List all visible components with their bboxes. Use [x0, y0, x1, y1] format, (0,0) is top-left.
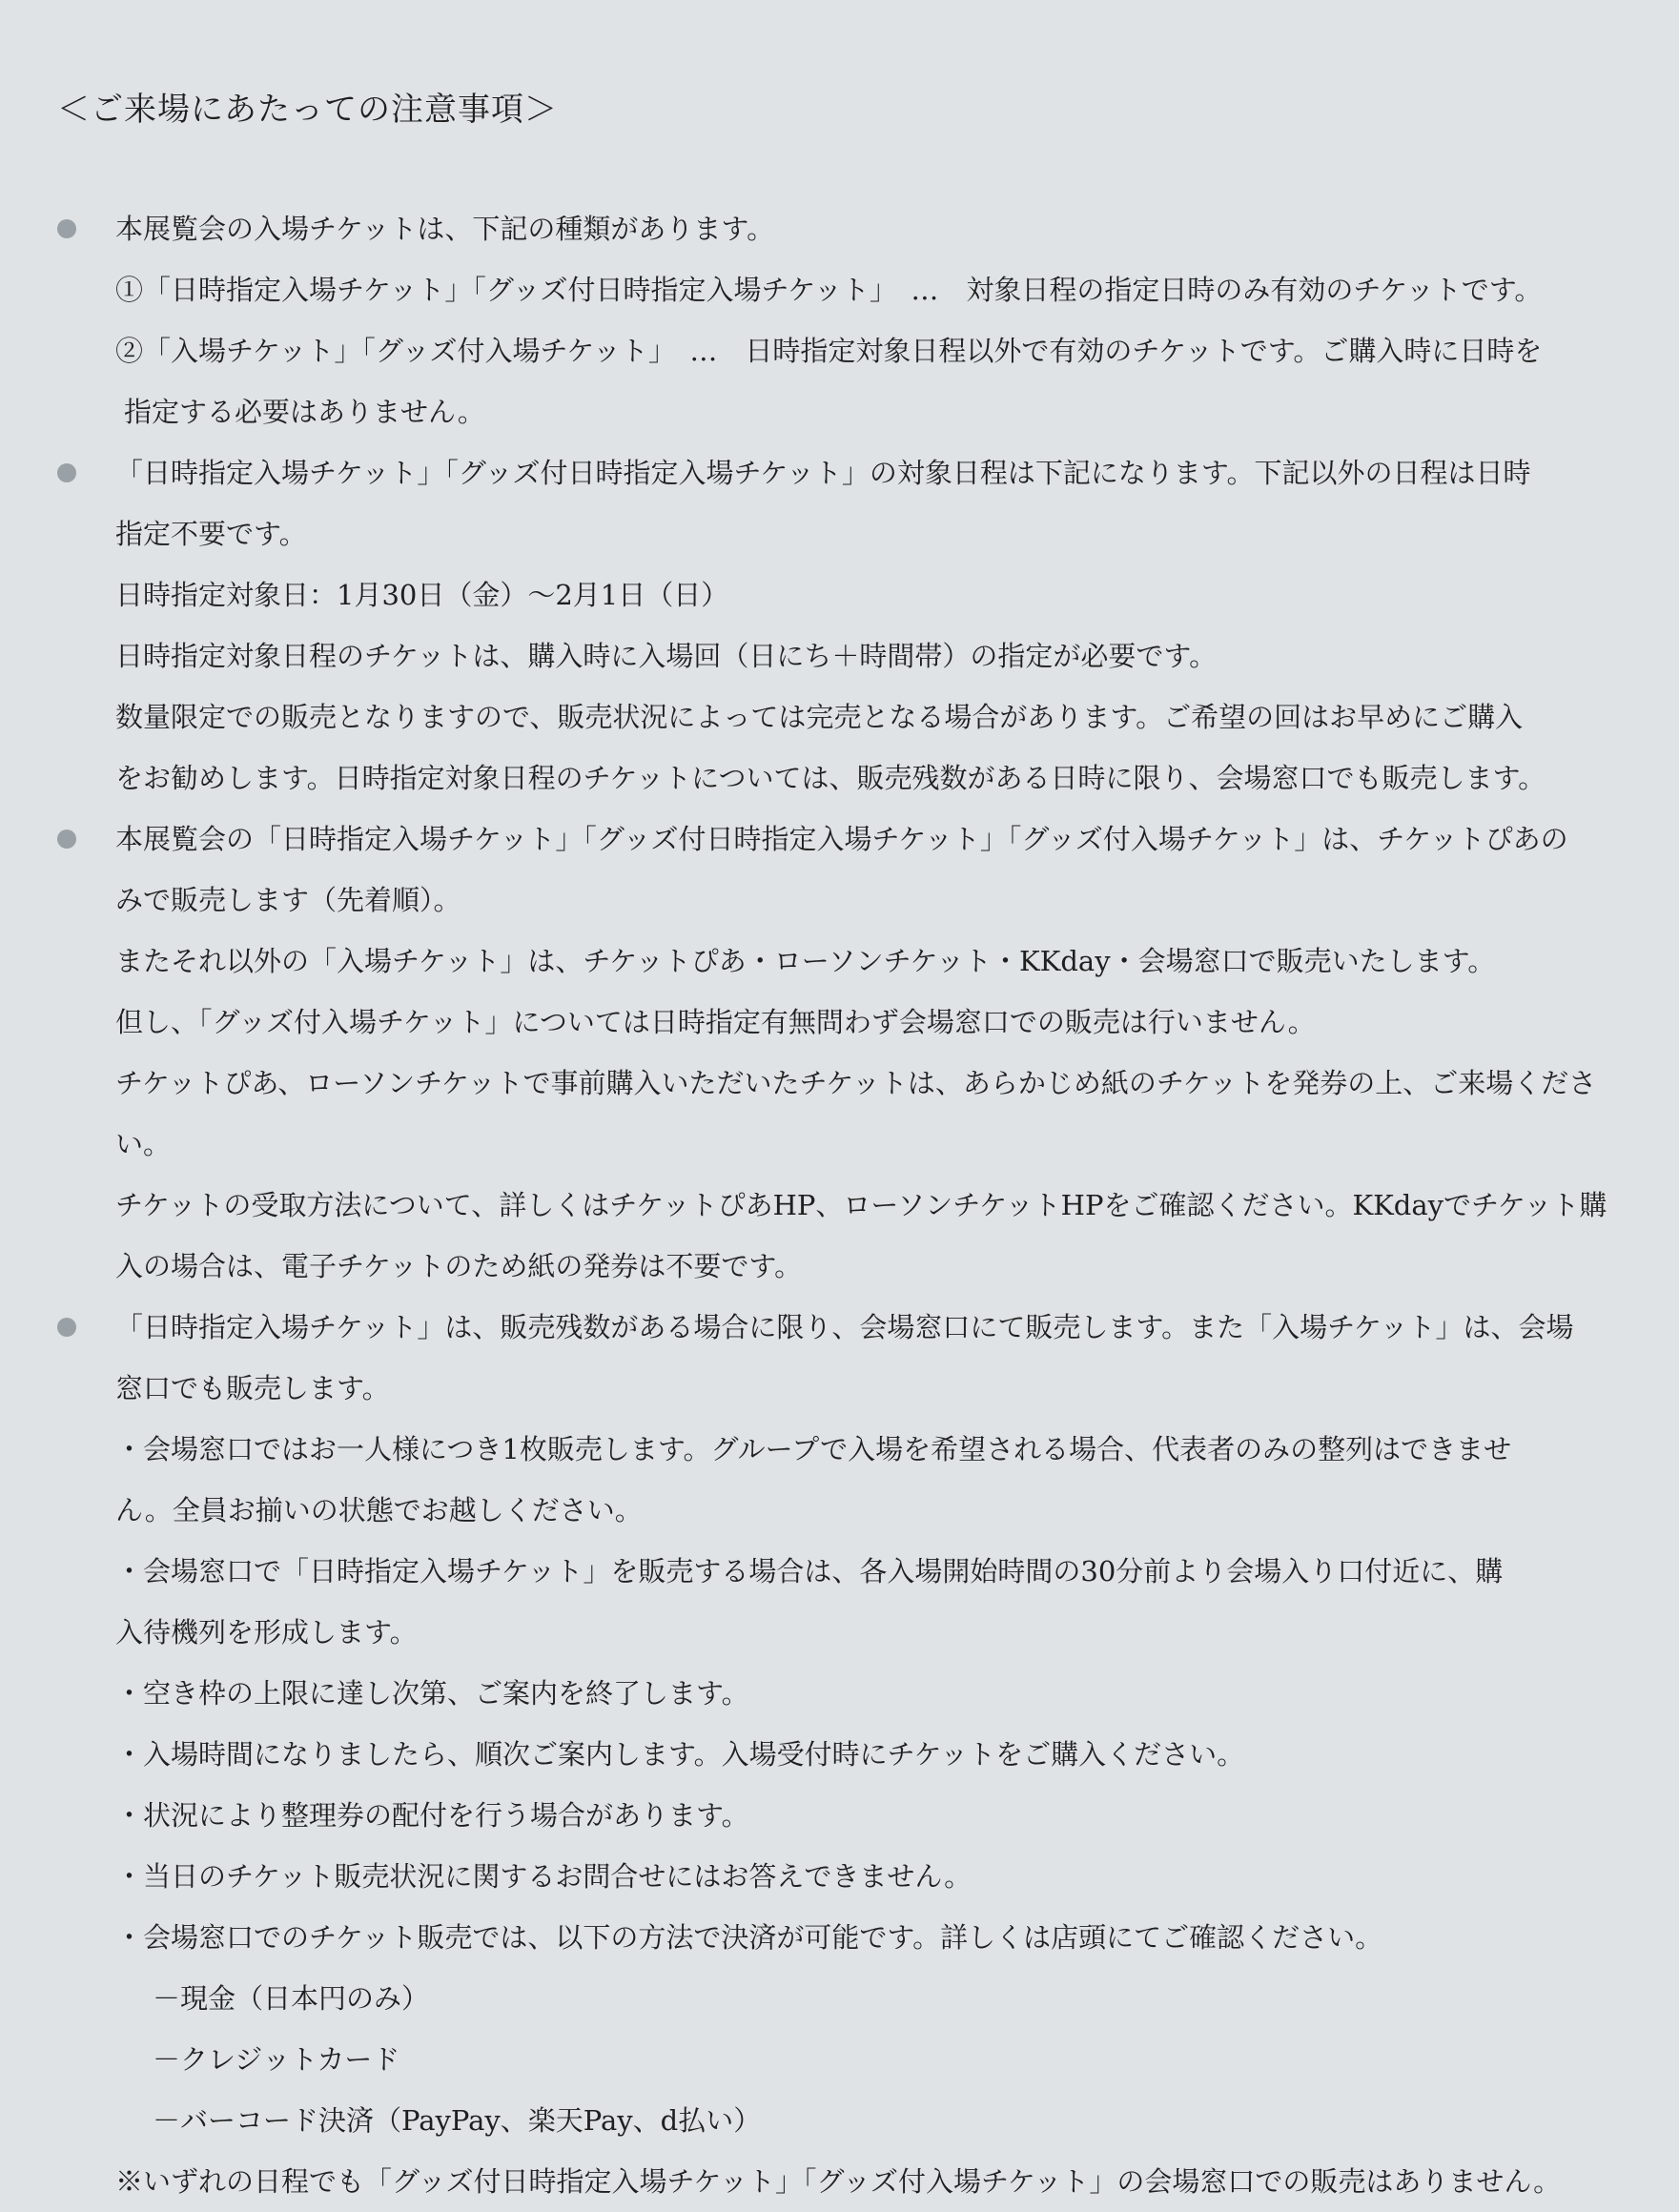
notice-line-text: ②「入場チケット」「グッズ付入場チケット」 … 日時指定対象日程以外で有効のチケットです。ご購入時に日時を	[115, 335, 1543, 367]
notice-line-text: 入待機列を形成します。	[115, 1616, 418, 1649]
notice-line	[57, 1236, 1622, 1297]
notice-line	[57, 2029, 1622, 2090]
notice-line	[57, 686, 1622, 748]
notice-line	[57, 1053, 1622, 1114]
notice-line	[57, 1541, 1622, 1602]
notice-line-text: 窓口でも販売します。	[115, 1372, 390, 1404]
notice-line-text: チケットぴあ、ローソンチケットで事前購入いただいたチケットは、あらかじめ紙のチケットを発券の上、ご来場くださ	[115, 1067, 1597, 1099]
notice-line	[57, 1968, 1622, 2029]
notice-line	[57, 870, 1622, 931]
notice-body	[57, 198, 1622, 2212]
notice-line	[57, 1419, 1622, 1480]
notice-line-text: ※いずれの日程でも「グッズ付日時指定入場チケット」「グッズ付入場チケット」の会場窓口での販売はありません。	[115, 2165, 1562, 2198]
notice-line-text: ・会場窓口ではお一人様につき1枚販売します。グループで入場を希望される場合、代表者のみの整列はできませ	[115, 1433, 1512, 1465]
notice-line	[57, 2151, 1622, 2212]
notice-line-text: 本展覧会の入場チケットは、下記の種類があります。	[115, 213, 775, 245]
notice-line	[57, 1175, 1622, 1236]
notice-line-text: 入の場合は、電子チケットのため紙の発券は不要です。	[115, 1250, 803, 1282]
notice-line	[57, 320, 1622, 381]
notice-line	[57, 1785, 1622, 1846]
notice-line-text: またそれ以外の「入場チケット」は、チケットぴあ・ローソンチケット・KKday・会場窓口で販売いたします。	[115, 945, 1496, 977]
bullet-dot-icon	[57, 830, 76, 849]
notice-line	[57, 442, 1622, 503]
notice-line-text: 数量限定での販売となりますので、販売状況によっては完売となる場合があります。ご希望の回はお早めにご購入	[115, 701, 1524, 733]
notice-line	[57, 1602, 1622, 1663]
notice-line-text: 但し、「グッズ付入場チケット」については日時指定有無問わず会場窓口での販売は行いません。	[115, 1006, 1316, 1038]
notice-line-text: －クレジットカード	[153, 2043, 400, 2076]
notice-line	[57, 748, 1622, 809]
notice-line	[57, 564, 1622, 625]
bullet-dot-icon	[57, 463, 76, 482]
notice-line-text: みで販売します（先着順）。	[115, 884, 461, 916]
bullet-dot-icon	[57, 1318, 76, 1337]
notice-line	[57, 259, 1622, 320]
notice-line-text: ん。全員お揃いの状態でお越しください。	[115, 1494, 643, 1526]
notice-line-text: ・入場時間になりましたら、順次ご案内します。入場受付時にチケットをご購入ください。	[115, 1738, 1245, 1771]
notice-line-text: ・当日のチケット販売状況に関するお問合せにはお答えできません。	[115, 1860, 973, 1893]
notice-line	[57, 381, 1622, 442]
notice-line-text: ・会場窓口で「日時指定入場チケット」を販売する場合は、各入場開始時間の30分前より会場入り口付近に、購	[115, 1555, 1504, 1587]
notice-line	[57, 1663, 1622, 1724]
bullet-dot-icon	[57, 219, 76, 238]
notice-line	[57, 503, 1622, 564]
notice-line-text: 日時指定対象日程のチケットは、購入時に入場回（日にち＋時間帯）の指定が必要です。	[115, 640, 1218, 672]
notice-line	[57, 1114, 1622, 1175]
notice-line	[57, 1297, 1622, 1358]
notice-line-text: 指定不要です。	[115, 518, 307, 550]
notice-line-text: ①「日時指定入場チケット」「グッズ付日時指定入場チケット」 … 対象日程の指定日時のみ有効のチケットです。	[115, 274, 1543, 306]
notice-line-text: をお勧めします。日時指定対象日程のチケットについては、販売残数がある日時に限り、会場窓口でも販売します。	[115, 762, 1546, 794]
notice-line	[57, 992, 1622, 1053]
notice-line	[57, 931, 1622, 992]
notice-line-text: －バーコード決済（PayPay、楽天Pay、d払い）	[153, 2104, 762, 2137]
notice-line	[57, 1846, 1622, 1907]
notice-line	[57, 1480, 1622, 1541]
notice-line-text: 日時指定対象日：1月30日（金）～2月1日（日）	[115, 579, 729, 611]
notice-line-text: チケットの受取方法について、詳しくはチケットぴあHP、ローソンチケットHPをご確認ください。KKdayでチケット購	[115, 1189, 1607, 1221]
notice-line	[57, 809, 1622, 870]
notice-line	[57, 1724, 1622, 1785]
notice-line	[57, 1907, 1622, 1968]
notice-line	[57, 2090, 1622, 2151]
notice-line-text: ・会場窓口でのチケット販売では、以下の方法で決済が可能です。詳しくは店頭にてご確認ください。	[115, 1921, 1383, 1954]
notice-line	[57, 1358, 1622, 1419]
notice-line-text: －現金（日本円のみ）	[153, 1982, 430, 2015]
page-title: ＜ご来場にあたっての注意事項＞	[57, 91, 558, 129]
notice-line-text: 「日時指定入場チケット」「グッズ付日時指定入場チケット」の対象日程は下記になります。下記以外の日程は日時	[115, 457, 1531, 489]
notice-line-text: 「日時指定入場チケット」は、販売残数がある場合に限り、会場窓口にて販売します。また「入場チケット」は、会場	[115, 1311, 1574, 1343]
notice-line-text: い。	[115, 1128, 172, 1160]
notice-line-text: 指定する必要はありません。	[124, 396, 485, 428]
notice-line-text: ・状況により整理券の配付を行う場合があります。	[115, 1799, 749, 1832]
notice-line-text: ・空き枠の上限に達し次第、ご案内を終了します。	[115, 1677, 749, 1710]
notice-line	[57, 198, 1622, 259]
notice-line	[57, 625, 1622, 686]
notice-line-text: 本展覧会の「日時指定入場チケット」「グッズ付日時指定入場チケット」「グッズ付入場チケット」は、チケットぴあの	[115, 823, 1568, 855]
